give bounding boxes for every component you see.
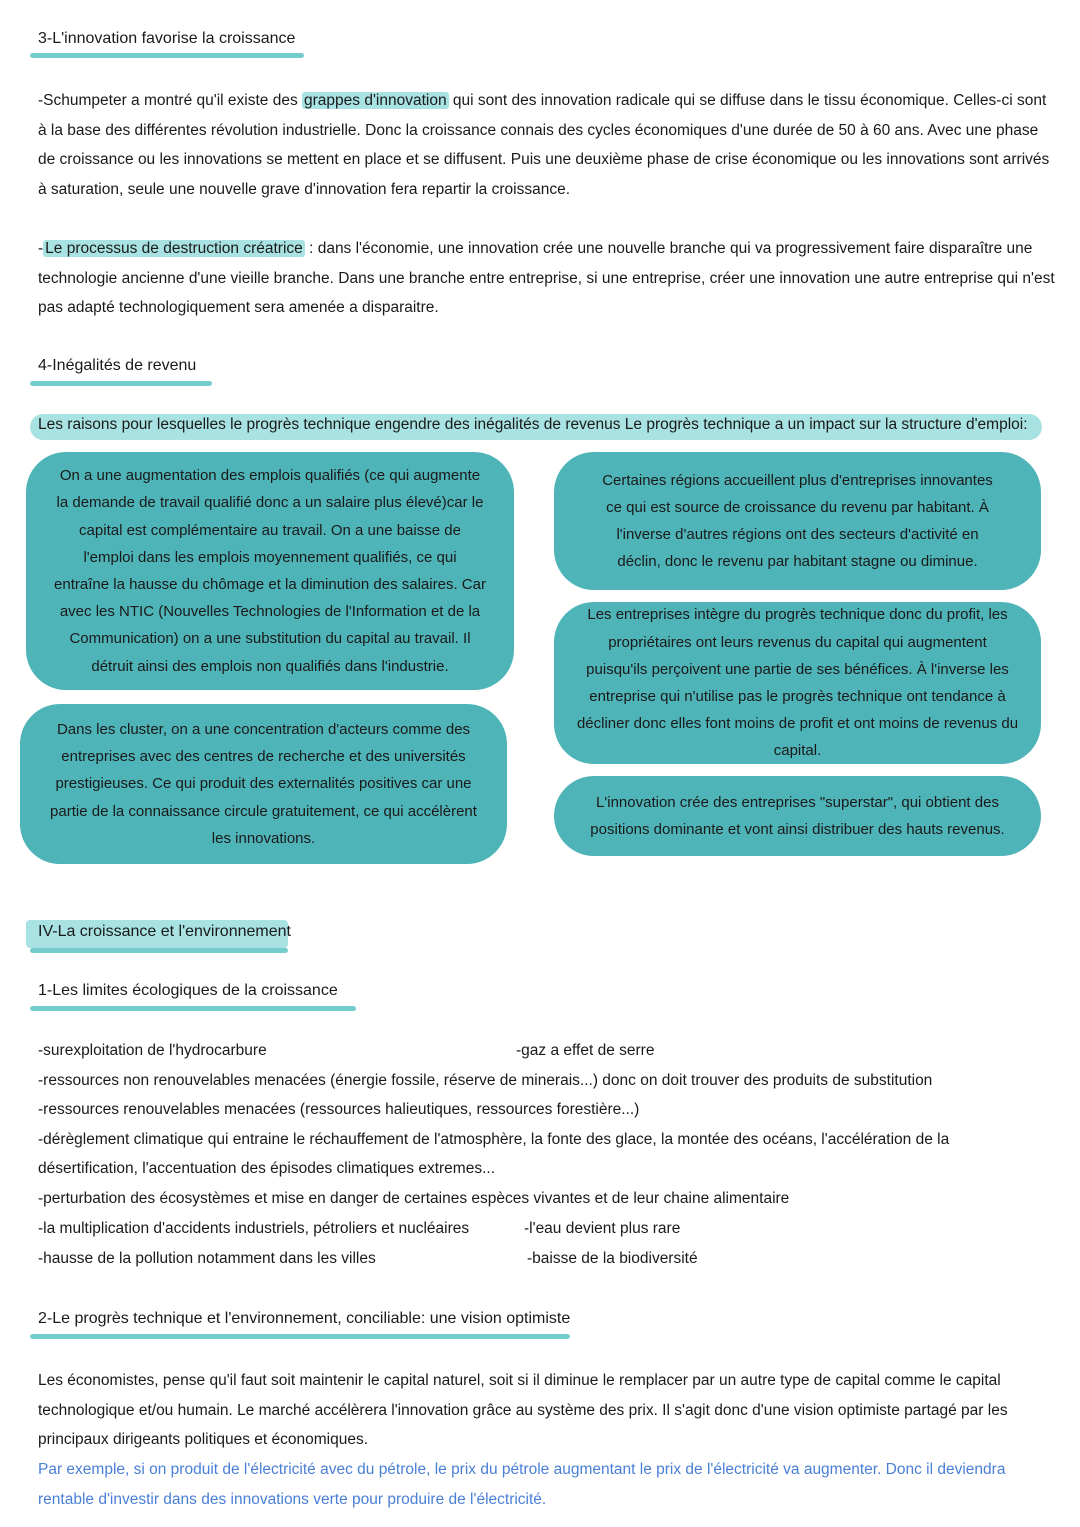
paragraph-text: : dans l'économie, une innovation crée une nouvelle branche qui va progressivement faire disparaître une technologie ancienne d'une vieille branche. Dans une branche entre entreprise, si une entreprise, créer une innovation une autre entreprise qui n'est pas adapté technologiquement sera amenée a disparaitre. bbox=[38, 240, 1055, 316]
section-4-lead: Les raisons pour lesquelles le progrès technique engendre des inégalités de revenus Le progrès technique a un impact sur la structure d'emploi: bbox=[38, 416, 1028, 433]
paragraph-text: qui sont des innovation radicale qui se diffuse dans le tissu économique. Celles-ci sont à la base des différentes révolution industrielle. Donc la croissance connais des cycles économiques d'une durée de 50 à 60 ans. Avec une phase de croissance ou les innovations se mettent en place et se diffusent. Puis une deuxième phase de crise économique ou les innovations sont arrivés à saturation, seule une nouvelle grave d'innovation fera repartir la croissance. bbox=[38, 92, 1050, 198]
bubble-text: Les entreprises intègre du progrès technique donc du profit, les propriétaires ont leurs revenus du capital qui augmentent puisqu'ils perçoivent une partie de ses bénéfices. À l'inverse les entreprise qui n'utilise pas le progrès technique ont tendance à décliner donc elles font moins de profit et ont moins de revenus du capital. bbox=[576, 606, 1019, 760]
list-item: -baisse de la biodiversité bbox=[527, 1250, 698, 1267]
bubble-text: L'innovation crée des entreprises "superstar", qui obtient des positions dominante et vont ainsi distribuer des hauts revenus. bbox=[590, 793, 1005, 838]
bubble-text: Dans les cluster, on a une concentration d'acteurs comme des entreprises avec des centres de recherche et des universités prestigieuses. Ce qui produit des externalités positives car une partie de la connaissance circule gratuitement, ce qui accélèrent les innovations. bbox=[50, 720, 477, 847]
paragraph-example: Par exemple, si on produit de l'électricité avec du pétrole, le prix du pétrole augmentant le prix de l'électricité va augmenter. Donc il deviendra rentable d'investir dans des innovations verte pour produire de l'électricité. bbox=[38, 1461, 1006, 1508]
subsection-1-title: 1-Les limites écologiques de la croissance bbox=[38, 982, 338, 999]
list-item: -perturbation des écosystèmes et mise en danger de certaines espèces vivantes et de leur chaine alimentaire bbox=[38, 1190, 790, 1207]
bubble-qualified-jobs bbox=[26, 452, 514, 690]
paragraph-destruction-creatrice bbox=[38, 234, 1058, 323]
highlight-destruction: Le processus de destruction créatrice bbox=[45, 240, 303, 257]
list-item: -ressources renouvelables menacées (ressources halieutiques, ressources forestière...) bbox=[38, 1101, 640, 1118]
bubble-text: On a une augmentation des emplois qualifiés (ce qui augmente la demande de travail qualifié donc a un salaire plus élevé)car le capital est complémentaire au travail. On a une baisse de l'emploi dans les emplois moyennement qualifiés, ce qui entraîne la hausse du chômage et la diminution des salaires. Car avec les NTIC (Nouvelles Technologies de l'Information et de la Communication) on a une substitution du capital au travail. Il détruit ainsi des emplois non qualifiés dans l'industrie. bbox=[54, 467, 486, 675]
list-item: -gaz a effet de serre bbox=[516, 1042, 655, 1059]
bubble-profits bbox=[554, 602, 1041, 764]
list-item: -dérèglement climatique qui entraine le réchauffement de l'atmosphère, la fonte des glace, la montée des océans, l'accélération de la bbox=[38, 1131, 950, 1148]
title-underline bbox=[30, 381, 212, 386]
bubble-regions bbox=[554, 452, 1041, 590]
bubble-text: Certaines régions accueillent plus d'entreprises innovantes ce qui est source de croissance du revenu par habitant. À l'inverse d'autres régions ont des secteurs d'activité en déclin, donc le revenu par habitant stagne ou diminue. bbox=[602, 471, 993, 571]
paragraph-text: - bbox=[38, 240, 44, 257]
bubble-clusters bbox=[20, 704, 507, 864]
paragraph-schumpeter bbox=[38, 86, 1058, 204]
list-item: -l'eau devient plus rare bbox=[524, 1220, 681, 1237]
title-underline bbox=[30, 948, 288, 953]
list-item: -hausse de la pollution notamment dans les villes bbox=[38, 1250, 376, 1267]
section-3-title: 3-L'innovation favorise la croissance bbox=[38, 30, 296, 47]
section-iv-title: IV-La croissance et l'environnement bbox=[38, 923, 291, 940]
list-item: désertification, l'accentuation des épisodes climatiques extremes... bbox=[38, 1160, 496, 1177]
subsection-2-title: 2-Le progrès technique et l'environnement, conciliable: une vision optimiste bbox=[38, 1310, 571, 1327]
list-item: -la multiplication d'accidents industriels, pétroliers et nucléaires bbox=[38, 1220, 470, 1237]
highlight-grappes: grappes d'innovation bbox=[304, 92, 447, 109]
section-4-title: 4-Inégalités de revenu bbox=[38, 357, 197, 374]
title-underline bbox=[30, 53, 304, 58]
bubble-superstar bbox=[554, 776, 1041, 856]
paragraph-text: -Schumpeter a montré qu'il existe des bbox=[38, 92, 302, 109]
title-underline bbox=[30, 1006, 356, 1011]
paragraph-optimistic-vision: Les économistes, pense qu'il faut soit maintenir le capital naturel, soit si il diminue le remplacer par un autre type de capital comme le capital technologique et/ou humain. Le marché accélèrera l'innovation grâce au système des prix. Il s'agit donc d'une vision optimiste partagé par les principaux dirigeants politiques et économiques. bbox=[38, 1372, 1008, 1448]
list-item: -surexploitation de l'hydrocarbure bbox=[38, 1042, 267, 1059]
title-underline bbox=[30, 1334, 570, 1339]
list-item: -ressources non renouvelables menacées (énergie fossile, réserve de minerais...) donc on doit trouver des produits de substitution bbox=[38, 1072, 933, 1089]
